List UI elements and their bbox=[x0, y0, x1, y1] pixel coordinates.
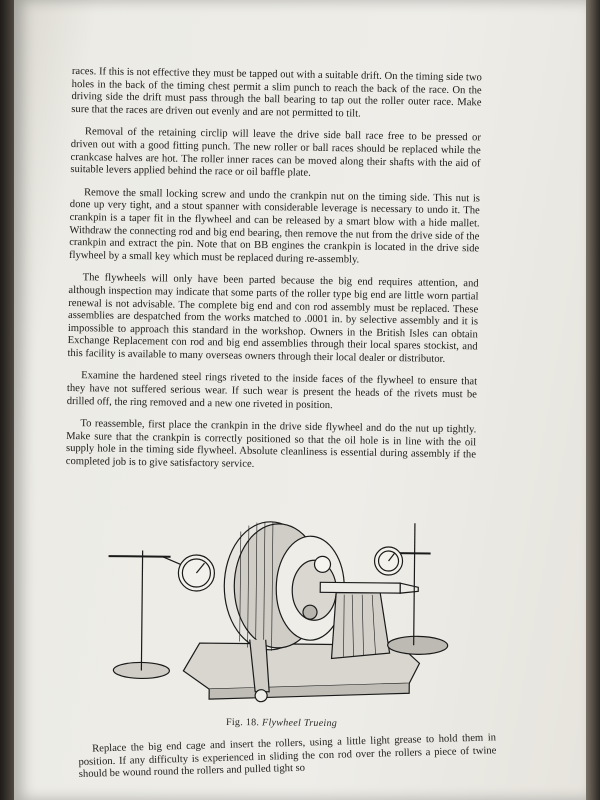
figure-number: Fig. 18. bbox=[225, 716, 260, 729]
figure-caption bbox=[226, 717, 426, 730]
bottom-paragraph: Replace the big end cage and insert the rollers, using a little light grease to hold them in position. If any difficulty is experienced in sliding the con rod over the rollers a piece of twine should be wound round the rollers and pulled tight so bbox=[78, 732, 497, 781]
paragraph-2: Removal of the retaining circlip will leave the drive side ball race free to be pressed or driven out with a good fitting punch. The new roller or ball races should be replaced while the crankcase halves are hot. The roller inner races can be moved along their shafts with the aid of suitable levers applied behind the race or oil baffle plate. bbox=[70, 126, 482, 179]
paragraph-5: Examine the hardened steel rings riveted to the inside faces of the flywheel to ensure that they have not suffered serious wear. If such wear is present the heads of the rivets must be drilled off, the ring removed and a new one riveted in position. bbox=[66, 370, 478, 411]
paragraph-1: races. If this is not effective they must be tapped out with a suitable drift. On the timing side two holes in the back of the timing chest permit a slim punch to reach the back of the race. On the driving side the drift must pass through the ball bearing to tap out the roller outer race. Make sure that the races are driven out evenly and are not permitted to tilt. bbox=[71, 66, 482, 120]
paragraph-6: To reassemble, first place the crankpin in the drive side flywheel and do the nut up tightly. Make sure that the crankpin is correctly positioned so that the oil hole is in line with the oil supply hole in the timing side flywheel. Absolute cleanliness is essential during assembly if the completed job is to give satisfactory service. bbox=[65, 418, 477, 470]
body-text bbox=[66, 66, 482, 485]
page-right-edge bbox=[586, 0, 600, 800]
paragraph-3: Remove the small locking screw and undo the crankpin nut on the timing side. This nut is done up very tight, and a stout spanner with considerable leverage is necessary to undo it. The crankpin is a taper fit in the flywheel and can be released by a smart blow with a hide mallet. Withdraw the connecting rod and big end bearing, then remove the nut from the drive side of the crankpin and extract the pin. Note that on BB engines the crankpin is located in the drive side flywheel by a small key which must be replaced during re-assembly. bbox=[68, 186, 481, 266]
figure-title: Flywheel Trueing bbox=[262, 717, 338, 730]
flywheel-trueing-illustration bbox=[99, 510, 481, 714]
paragraph-4: The flywheels will only have been parted because the big end requires attention, and although inspection may indicate that some parts of the roller type big end are little worn partial renewal is not advisable. The complete big end and con rod assembly must be replaced. These assemblies are despatched from the works matched to .0001 in. by selective assembly and it is impossible to approach this standard in the workshop. Owners in the British Isles can obtain Exchange Replacement con rod and big end assemblies through their local spares stockist, and this facility is available to many overseas owners through their local dealer or distributor. bbox=[67, 272, 479, 365]
